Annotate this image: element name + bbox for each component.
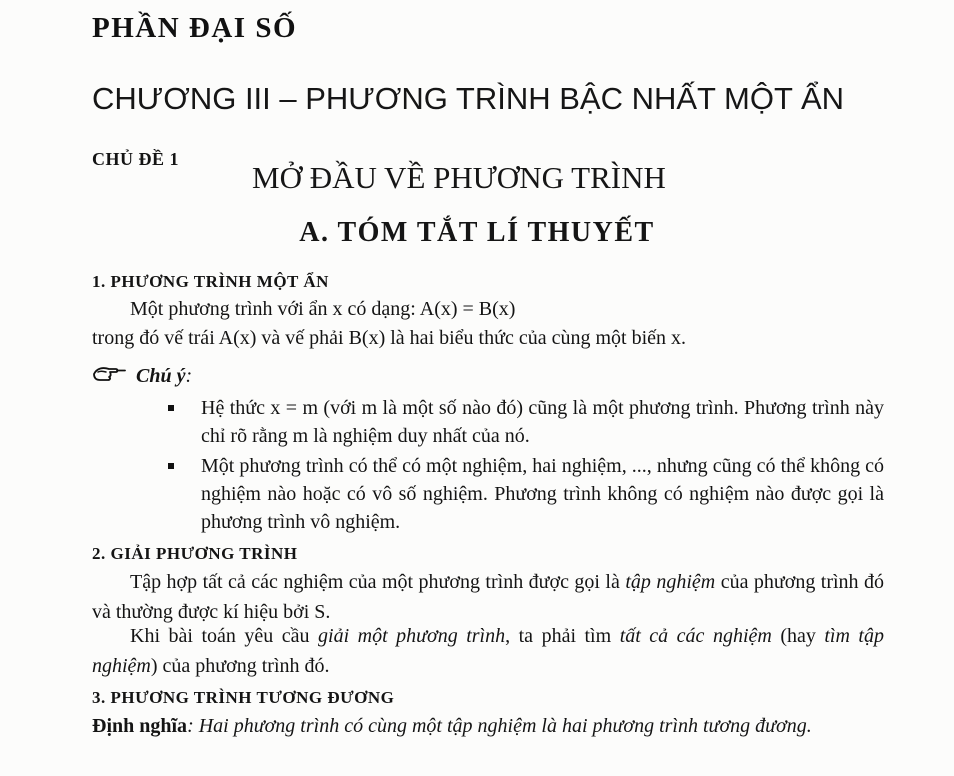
- section-2-heading: 2. GIẢI PHƯƠNG TRÌNH: [92, 544, 298, 563]
- topic-title: MỞ ĐẦU VỀ PHƯƠNG TRÌNH: [252, 160, 666, 195]
- section-2-para-2-emphasis-2: tất cả các nghiệm: [619, 625, 772, 647]
- section-2-para-2-part-4: ) của phương trình đó.: [150, 655, 330, 677]
- bullet-square-icon: [168, 463, 174, 469]
- section-1-line-1: Một phương trình với ẩn x có dạng: A(x) = B(x): [130, 298, 516, 320]
- pointing-hand-icon: [92, 363, 126, 383]
- section-2-paragraph-1: [92, 567, 884, 627]
- part-title: PHẦN ĐẠI SỐ: [92, 12, 298, 44]
- definition-label: Định nghĩa: [92, 715, 188, 737]
- section-2-para-2-part-2: , ta phải tìm: [505, 625, 620, 647]
- section-1-heading: 1. PHƯƠNG TRÌNH MỘT ẨN: [92, 272, 329, 291]
- definition-text: : Hai phương trình có cùng một tập nghiệm là hai phương trình tương đương.: [187, 715, 812, 737]
- note-item-1: Hệ thức x = m (với m là một số nào đó) cũng là một phương trình. Phương trình này chỉ rõ rằng m là nghiệm duy nhất của nó.: [201, 397, 884, 447]
- section-1-line-2: trong đó vế trái A(x) và vế phải B(x) là hai biểu thức của cùng một biến x.: [92, 327, 687, 349]
- bullet-square-icon: [168, 405, 174, 411]
- section-3-definition: [92, 711, 884, 741]
- section-2-para-2-emphasis-3: tìm tập nghiệm: [92, 625, 884, 677]
- note-item-2: Một phương trình có thể có một nghiệm, hai nghiệm, ..., nhưng cũng có thể không có nghiệm nào hoặc có vô số nghiệm. Phương trình không có nghiệm nào được gọi là phương trình vô nghiệm.: [201, 455, 884, 533]
- topic-label: CHỦ ĐỀ 1: [92, 149, 180, 169]
- section-a-title: A. TÓM TẮT LÍ THUYẾT: [299, 217, 655, 248]
- section-3-heading: 3. PHƯƠNG TRÌNH TƯƠNG ĐƯƠNG: [92, 688, 395, 707]
- section-2-para-1-end: của phương trình đó và thường được kí hiệu bởi S.: [92, 571, 885, 623]
- section-2-para-1-text: Tập hợp tất cả các nghiệm của một phương trình được gọi là: [130, 571, 626, 593]
- section-2-para-2-emphasis-1: giải một phương trình: [318, 625, 506, 647]
- section-2-para-2-part-1: Khi bài toán yêu cầu: [130, 625, 319, 647]
- note-colon: :: [185, 365, 193, 387]
- section-2-paragraph-2: [92, 621, 884, 681]
- section-2-para-2-part-3: (hay: [771, 625, 825, 647]
- section-2-para-1-emphasis: tập nghiệm: [625, 571, 716, 593]
- chapter-title: CHƯƠNG III – PHƯƠNG TRÌNH BẬC NHẤT MỘT ẨN: [92, 81, 845, 116]
- note-label: Chú ý: [136, 365, 186, 387]
- note-heading: [92, 363, 192, 388]
